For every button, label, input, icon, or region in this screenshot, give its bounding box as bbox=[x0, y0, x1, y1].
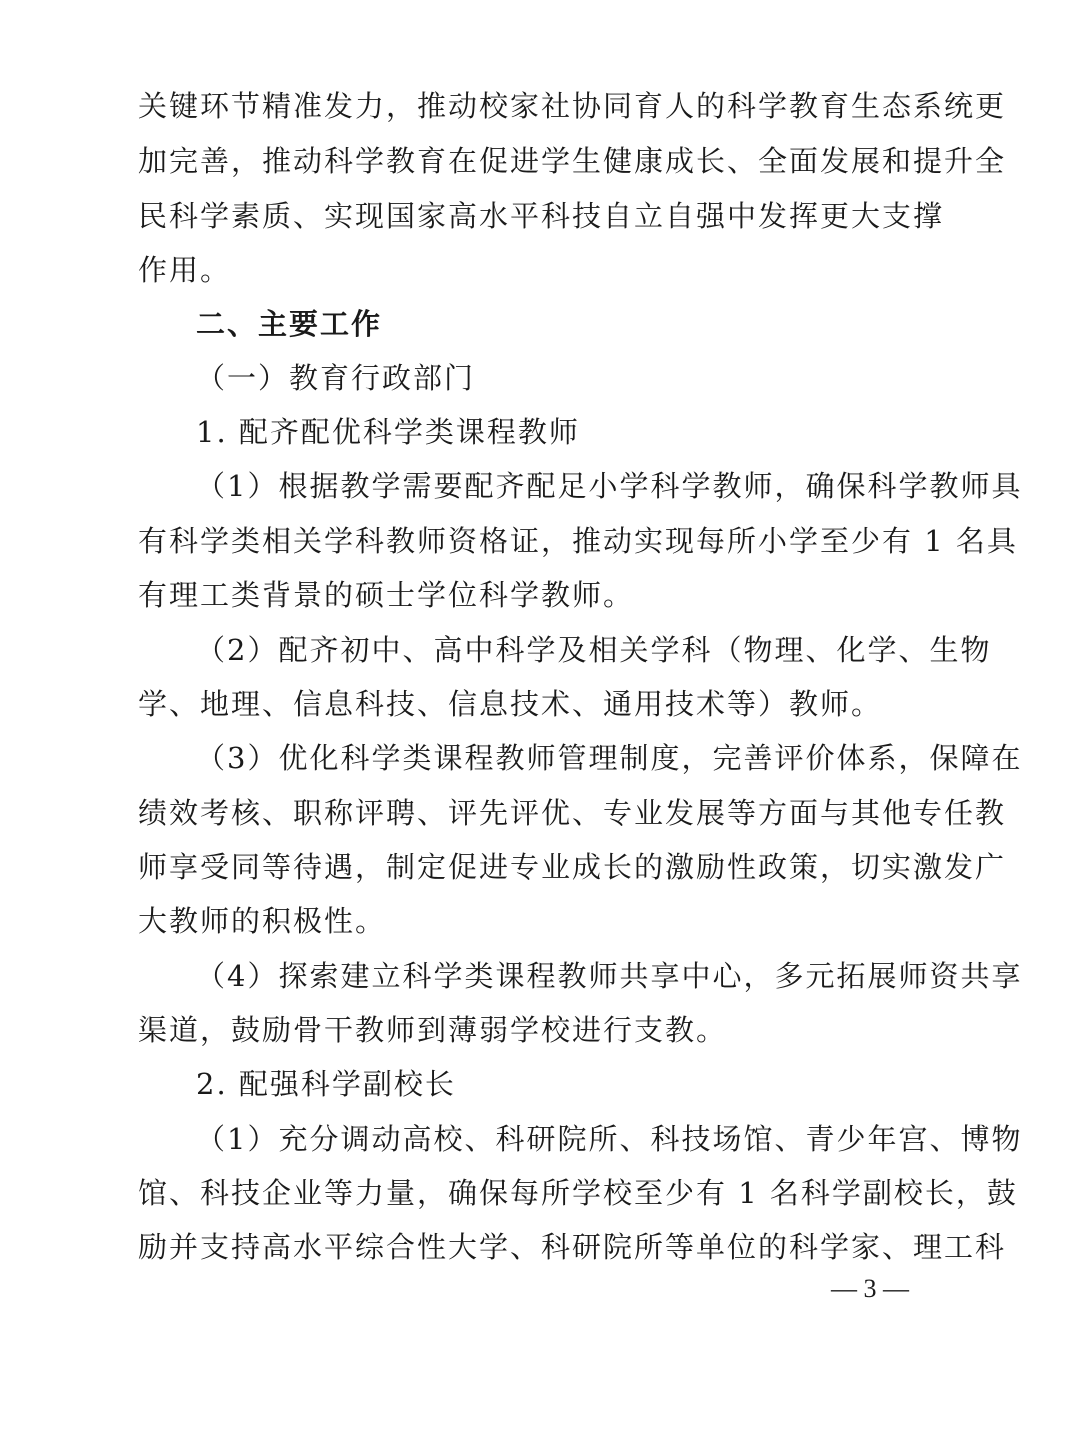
body-text-line: 有科学类相关学科教师资格证，推动实现每所小学至少有 1 名具 bbox=[138, 524, 1018, 558]
body-text-line: （4）探索建立科学类课程教师共享中心，多元拓展师资共享 bbox=[196, 959, 1023, 993]
body-text-line: 渠道，鼓励骨干教师到薄弱学校进行支教。 bbox=[138, 1013, 728, 1047]
body-text-line: 学、地理、信息科技、信息技术、通用技术等）教师。 bbox=[138, 687, 883, 721]
body-text-line: （2）配齐初中、高中科学及相关学科（物理、化学、生物 bbox=[196, 633, 992, 667]
body-text-line: （1）充分调动高校、科研院所、科技场馆、青少年宫、博物 bbox=[196, 1122, 1023, 1156]
body-text-line: 大教师的积极性。 bbox=[138, 904, 387, 938]
body-text-line: 师享受同等待遇，制定促进专业成长的激励性政策，切实激发广 bbox=[138, 850, 1007, 884]
body-text-line: 馆、科技企业等力量，确保每所学校至少有 1 名科学副校长，鼓 bbox=[138, 1176, 1018, 1210]
body-text-line: 关键环节精准发力，推动校家社协同育人的科学教育生态系统更 bbox=[138, 89, 1007, 123]
item-heading: 2. 配强科学副校长 bbox=[196, 1067, 456, 1101]
body-text-line: （1）根据教学需要配齐配足小学科学教师，确保科学教师具 bbox=[196, 469, 1023, 503]
body-text-line: 民科学素质、实现国家高水平科技自立自强中发挥更大支撑 bbox=[138, 199, 945, 233]
item-heading: 1. 配齐配优科学类课程教师 bbox=[196, 415, 580, 449]
subsection-heading: （一）教育行政部门 bbox=[196, 361, 476, 395]
body-text-line: （3）优化科学类课程教师管理制度，完善评价体系，保障在 bbox=[196, 741, 1023, 775]
body-text-line: 有理工类背景的硕士学位科学教师。 bbox=[138, 578, 635, 612]
page-number: — 3 — bbox=[831, 1274, 909, 1303]
body-text-line: 绩效考核、职称评聘、评先评优、专业发展等方面与其他专任教 bbox=[138, 796, 1007, 830]
section-heading: 二、主要工作 bbox=[196, 307, 383, 341]
body-text-line: 励并支持高水平综合性大学、科研院所等单位的科学家、理工科 bbox=[138, 1230, 1007, 1264]
body-text-line: 作用。 bbox=[138, 253, 232, 287]
body-text-line: 加完善，推动科学教育在促进学生健康成长、全面发展和提升全 bbox=[138, 144, 1007, 178]
